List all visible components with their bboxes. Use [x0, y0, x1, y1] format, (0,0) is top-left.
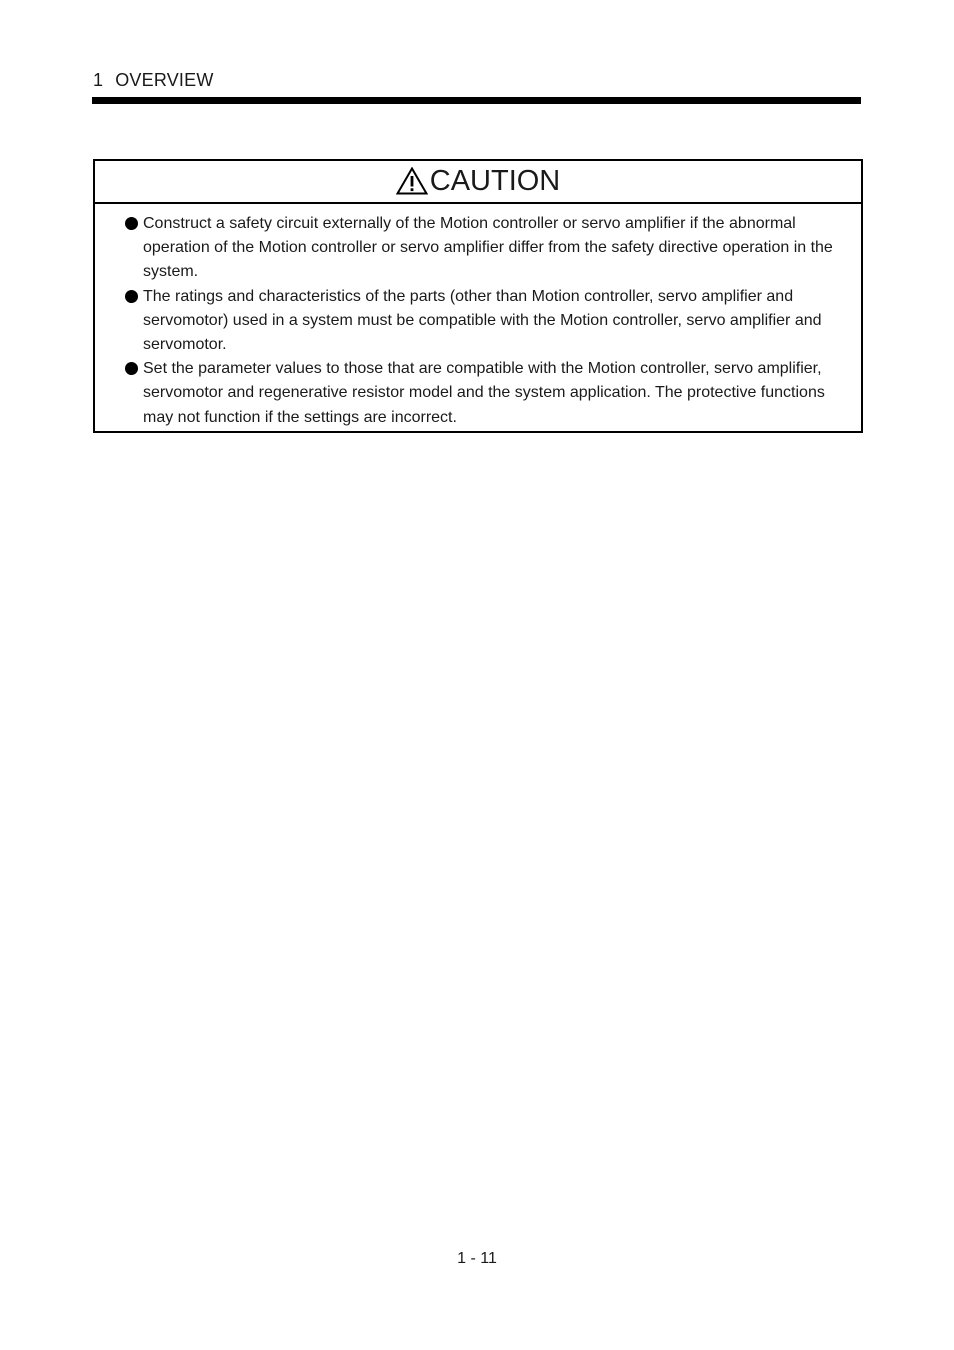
- bullet-icon: [125, 362, 138, 375]
- caution-title: CAUTION: [429, 165, 561, 197]
- caution-box: [93, 159, 863, 433]
- caution-list: [95, 204, 861, 430]
- caution-item-text: Set the parameter values to those that are compatible with the Motion controller, servo amplifier, servomotor and regenerative resistor model and the system application. The protective functions may not function if the settings are incorrect.: [143, 360, 825, 426]
- caution-item-text: The ratings and characteristics of the parts (other than Motion controller, servo amplifier and servomotor) used in a system must be compatible with the Motion controller, servo amplifier and servomotor.: [143, 287, 822, 354]
- chapter-number: 1: [93, 70, 104, 90]
- bullet-icon: [125, 290, 138, 303]
- caution-title-bar: [95, 161, 861, 204]
- chapter-header: [93, 70, 214, 91]
- bullet-icon: [125, 217, 138, 230]
- page-number: 1 - 11: [457, 1250, 497, 1267]
- caution-item: [125, 357, 849, 430]
- chapter-title: OVERVIEW: [115, 70, 214, 90]
- caution-item-text: Construct a safety circuit externally of the Motion controller or servo amplifier if the abnormal operation of the Motion controller or servo amplifier differ from the safety directive operation in the system.: [143, 215, 833, 281]
- header-rule: [92, 97, 861, 104]
- caution-item: [125, 285, 849, 358]
- caution-item: [125, 212, 849, 285]
- warning-triangle-icon: [396, 167, 428, 195]
